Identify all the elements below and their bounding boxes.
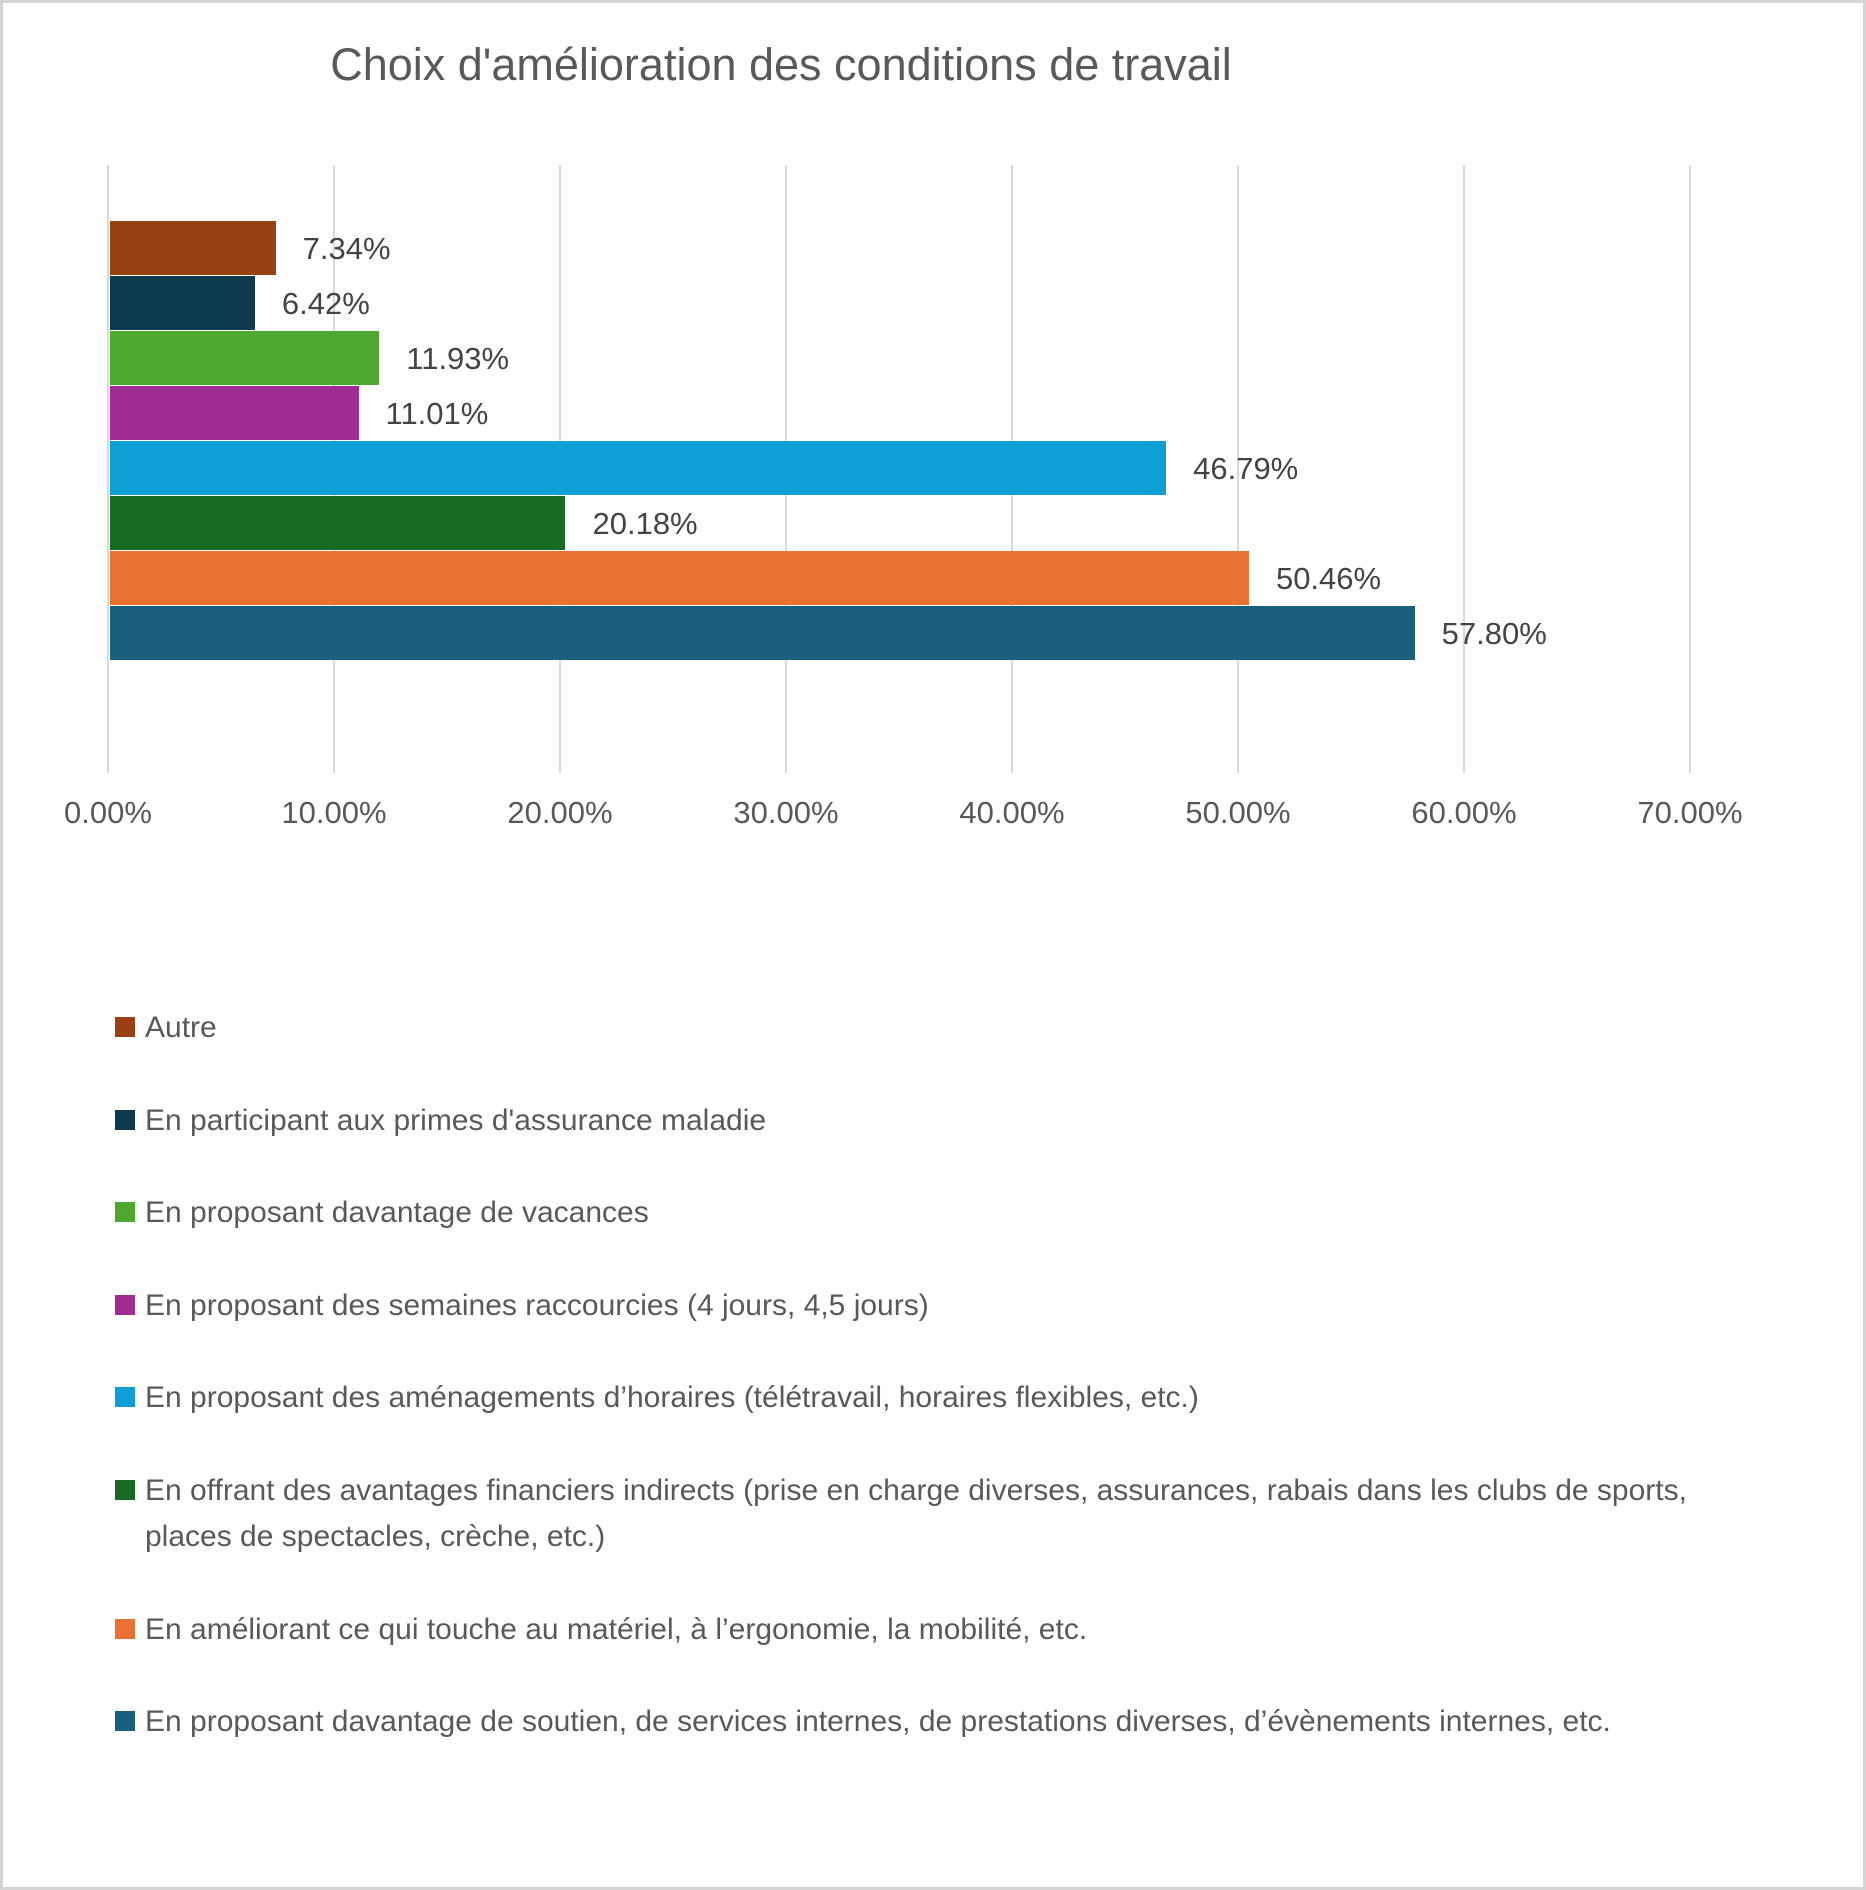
gridline [107, 165, 109, 773]
x-tick-label: 0.00% [64, 795, 152, 830]
legend-swatch [115, 1711, 135, 1731]
legend-item [115, 1607, 1763, 1654]
bar-row [110, 221, 1690, 276]
bar-value-label: 20.18% [592, 506, 698, 541]
legend-label: En améliorant ce qui touche au matériel, à l’ergonomie, la mobilité, etc. [145, 1612, 1088, 1646]
bar [110, 496, 565, 550]
legend-label: En proposant des semaines raccourcies (4 jours, 4,5 jours) [145, 1288, 929, 1322]
legend-label: En proposant des aménagements d’horaires (télétravail, horaires flexibles, etc.) [145, 1381, 1199, 1414]
bar-row [110, 441, 1690, 496]
bar-row [110, 386, 1690, 441]
x-tick-label: 40.00% [959, 795, 1065, 830]
bar [110, 331, 379, 385]
bar-row [110, 331, 1690, 386]
chart-title: Choix d'amélioration des conditions de travail [330, 39, 1232, 90]
x-tick-label: 30.00% [733, 795, 839, 830]
bars-container [110, 221, 1690, 661]
bar-value-label: 6.42% [281, 286, 370, 321]
legend-label: En proposant davantage de vacances [145, 1196, 649, 1229]
legend-swatch [115, 1619, 135, 1639]
x-tick-label: 70.00% [1637, 795, 1743, 830]
legend-label: En proposant davantage de soutien, de services internes, de prestations diverses, d’évènements internes, etc. [145, 1705, 1611, 1738]
legend-item [115, 1005, 1763, 1052]
legend-swatch [115, 1110, 135, 1130]
bar [110, 606, 1415, 660]
legend [115, 1005, 1763, 1792]
legend-item [115, 1098, 1763, 1145]
bar-value-label: 7.34% [302, 231, 391, 266]
x-axis [64, 795, 1743, 839]
x-tick-label: 50.00% [1185, 795, 1291, 830]
bar [110, 386, 359, 440]
legend-item [115, 1283, 1763, 1330]
legend-swatch [115, 1480, 135, 1500]
bar [110, 221, 276, 275]
legend-swatch [115, 1202, 135, 1222]
x-tick-label: 60.00% [1411, 795, 1517, 830]
legend-item [115, 1190, 1763, 1237]
bar-value-label: 50.46% [1275, 561, 1382, 596]
legend-swatch [115, 1387, 135, 1407]
bar-value-label: 46.79% [1193, 451, 1299, 486]
x-tick-label: 20.00% [507, 795, 613, 830]
x-tick-label: 10.00% [281, 795, 387, 830]
legend-item [115, 1375, 1763, 1422]
legend-label: En participant aux primes d'assurance maladie [145, 1103, 767, 1137]
legend-item [115, 1699, 1763, 1746]
legend-item [115, 1468, 1763, 1561]
bar [110, 441, 1166, 495]
legend-label: En offrant des avantages financiers indirects (prise en charge diverses, assurances, rabais dans les clubs de sports, places de spectacles, crèche, etc.) [145, 1473, 1687, 1553]
legend-swatch [115, 1295, 135, 1315]
bar [110, 276, 255, 330]
plot-area [108, 165, 1690, 773]
bar-value-label: 57.80% [1441, 616, 1547, 651]
bar-row [110, 276, 1690, 331]
bar-row [110, 551, 1690, 606]
legend-label: Autre [145, 1011, 217, 1044]
bar-row [110, 496, 1690, 551]
legend-swatch [115, 1017, 135, 1037]
bar-value-label: 11.93% [406, 341, 510, 376]
bar-row [110, 606, 1690, 661]
bar [110, 551, 1249, 605]
bar-value-label: 11.01% [385, 396, 489, 431]
